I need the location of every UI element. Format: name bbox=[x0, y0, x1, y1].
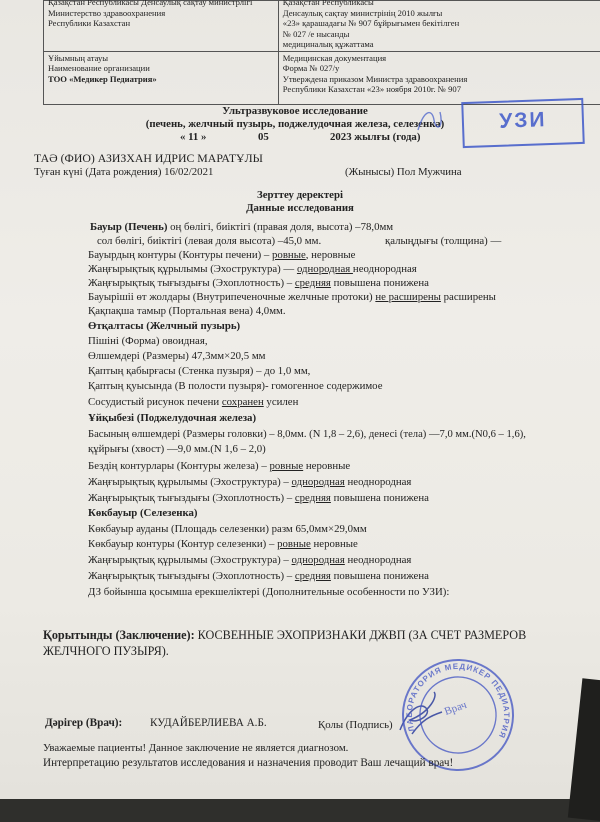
header-organization-cell bbox=[44, 51, 279, 104]
field-label: Жаңғырықтық тығыздығы (Эхоплотность) – bbox=[88, 277, 295, 289]
liver-thickness: қалыңдығы (толщина) — bbox=[385, 235, 502, 247]
liver-left-lobe: сол бөлігі, биіктігі (левая доля высота) –45,0 мм. bbox=[97, 235, 322, 247]
form-number: Форма № 027/у bbox=[282, 63, 340, 73]
field-label: Жаңғырықтық құрылымы (Эхоструктура) — bbox=[88, 263, 297, 275]
selected-option: сохранен bbox=[221, 396, 264, 408]
other-option: неровные bbox=[303, 460, 351, 472]
liver-vascular-pattern bbox=[88, 396, 298, 409]
header-line: «23» қарашадағы № 907 бұйрығымен бекітілген bbox=[282, 18, 460, 28]
pancreas-title: Ұйқыбезі (Поджелудочная железа) bbox=[88, 412, 257, 424]
field-label: Бездің контурлары (Контуры железа) – bbox=[88, 460, 270, 472]
patient-sex: (Жынысы) Пол Мужчина bbox=[345, 166, 462, 178]
gallbladder-cavity: Қаптың қуысында (В полости пузыря)- гомогенное содержимое bbox=[88, 380, 383, 392]
pancreas-echostructure bbox=[88, 476, 411, 489]
other-option: неоднородная bbox=[344, 476, 412, 488]
selected-option: однородная bbox=[291, 476, 345, 488]
pancreas-contours bbox=[88, 460, 350, 473]
doctor-name: КУДАЙБЕРЛИЕВА А.Б. bbox=[150, 717, 267, 729]
header-line: Наименование организации bbox=[48, 63, 150, 73]
gallbladder-shape: Пішіні (Форма) овоидная, bbox=[88, 335, 208, 347]
selected-option: ровные bbox=[272, 249, 306, 261]
selected-option: средняя bbox=[294, 277, 331, 289]
footer-instruction: Интерпретацию результатов исследования и назначения проводит Ваш лечащий врач! bbox=[43, 757, 454, 769]
pancreas-echodensity bbox=[88, 492, 429, 505]
conclusion-text: КОСВЕННЫЕ ЭХОПРИЗНАКИ ДЖВП (ЗА СЧЕТ РАЗМЕРОВ ЖЕЛЧНОГО ПУЗЫРЯ). bbox=[43, 628, 527, 658]
doctor-label: Дәрігер (Врач): bbox=[45, 717, 123, 729]
other-option: повышена понижена bbox=[330, 570, 429, 582]
section-title-kz: Зерттеу деректері bbox=[257, 189, 343, 201]
header-line: Ұйымның атауы bbox=[48, 52, 109, 63]
field-label: Сосудистый рисунок печени bbox=[88, 396, 222, 408]
liver-contours bbox=[88, 249, 355, 262]
patient-name: ТАӘ (ФИО) АЗИЗХАН ИДРИС МАРАТҰЛЫ bbox=[34, 151, 263, 165]
other-option: неровные bbox=[310, 538, 358, 550]
header-line: Министерство здравоохранения bbox=[48, 7, 166, 18]
selected-option: ровные bbox=[269, 460, 304, 472]
doctor-stamp-ring-text: ЛАБОРАТОРИЯ МЕДИКЕР ПЕДИАТРИЯ bbox=[404, 661, 512, 741]
other-option: неоднородная bbox=[352, 263, 417, 275]
field-label: Жаңғырықтық құрылымы (Эхоструктура) – bbox=[88, 554, 292, 566]
exam-date-day: « 11 » bbox=[180, 131, 207, 143]
header-line: Қазақстан Республикасы bbox=[282, 0, 374, 7]
header-line: Утверждена приказом Министра здравоохранения bbox=[282, 73, 468, 84]
section-title-ru: Данные исследования bbox=[246, 202, 354, 214]
header-table bbox=[43, 0, 600, 105]
header-line: Республики Казахстан bbox=[48, 18, 131, 28]
other-option: , неровные bbox=[305, 249, 356, 261]
background-edge bbox=[568, 678, 600, 821]
exam-date-month: 05 bbox=[258, 131, 269, 143]
liver-echodensity bbox=[88, 277, 429, 290]
spleen-echodensity bbox=[88, 570, 429, 583]
header-line: Қазақстан Республикасы Денсаулық сақтау министрлігі bbox=[48, 0, 253, 7]
other-option: неоднородная bbox=[344, 554, 412, 566]
field-label: Бауырдың контуры (Контуры печени) – bbox=[88, 249, 273, 261]
pancreas-head-body: Басының өлшемдері (Размеры головки) – 8,0мм. (N 1,8 – 2,6), денесі (тела) —7,0 мм.(N0,6 – 1,6), bbox=[88, 429, 526, 440]
header-line: Денсаулық сақтау министрінің 2010 жылғы bbox=[282, 7, 443, 18]
exam-date-year: 2023 жылғы (года) bbox=[330, 131, 421, 143]
selected-option: не расширены bbox=[375, 291, 441, 303]
header-line: медициналық құжаттама bbox=[282, 39, 374, 49]
signature-label: Қолы (Подпись) bbox=[318, 719, 393, 731]
field-label: Жаңғырықтық тығыздығы (Эхоплотность) – bbox=[88, 570, 295, 582]
gallbladder-size: Өлшемдері (Размеры) 47,3мм×20,5 мм bbox=[88, 350, 266, 362]
field-label: Жаңғырықтық тығыздығы (Эхоплотность) – bbox=[88, 492, 295, 504]
header-line: Медицинская документация bbox=[282, 52, 387, 63]
spleen-area: Көкбауыр ауданы (Площадь селезенки) разм 65,0мм×29,0мм bbox=[88, 523, 367, 535]
handwritten-mark-icon bbox=[410, 100, 450, 140]
conclusion-label: Қорытынды (Заключение): bbox=[43, 628, 195, 642]
additional-features: ДЗ бойынша қосымша ерекшеліктері (Дополнительные особенности по УЗИ): bbox=[88, 586, 450, 598]
organization-name: ТОО «Медикер Педиатрия» bbox=[48, 73, 157, 84]
other-option: повышена понижена bbox=[330, 492, 429, 504]
patient-birth-date: Туған күні (Дата рождения) 16/02/2021 bbox=[34, 166, 214, 178]
pancreas-tail: құйрығы (хвост) —9,0 мм.(N 1,6 – 2,0) bbox=[88, 443, 266, 455]
header-ministry-cell bbox=[44, 1, 279, 52]
gallbladder-title: Өтқалтасы (Желчный пузырь) bbox=[88, 320, 241, 332]
footer-disclaimer: Уважаемые пациенты! Данное заключение не является диагнозом. bbox=[43, 742, 349, 754]
uzi-stamp: УЗИ bbox=[461, 98, 585, 148]
header-line: Республики Казахстан «23» ноября 2010г. № 907 bbox=[282, 84, 462, 94]
header-order-cell bbox=[278, 1, 600, 52]
field-label: Жаңғырықтық құрылымы (Эхоструктура) – bbox=[88, 476, 292, 488]
doctor-stamp-center-text: Врач bbox=[442, 698, 469, 718]
field-label: Бауырішіі өт жолдары (Внутрипеченочные желчные протоки) bbox=[88, 291, 376, 303]
document-subtitle: (печень, желчный пузырь, поджелудочная железа, селезенка) bbox=[145, 118, 445, 130]
liver-right-lobe-value: оң бөлігі, биіктігі (правая доля, высота) –78,0мм bbox=[167, 221, 394, 233]
selected-option: средняя bbox=[294, 570, 331, 582]
other-option: повышена понижена bbox=[330, 277, 429, 289]
liver-right-lobe bbox=[90, 221, 393, 234]
other-option: усилен bbox=[263, 396, 299, 408]
selected-option: ровные bbox=[277, 538, 311, 550]
header-form-cell bbox=[278, 51, 600, 104]
field-label: Көкбауыр контуры (Контур селезенки) – bbox=[88, 538, 278, 550]
document-title: Ультразвуковое исследование bbox=[222, 105, 368, 117]
selected-option: однородная bbox=[296, 263, 353, 275]
header-line: № 027 /е нысанды bbox=[282, 28, 350, 39]
liver-bile-ducts bbox=[88, 291, 496, 304]
other-option: расширены bbox=[440, 291, 496, 303]
portal-vein: Қақпақша тамыр (Портальная вена) 4,0мм. bbox=[88, 305, 286, 317]
liver-title: Бауыр (Печень) bbox=[90, 221, 168, 233]
selected-option: однородная bbox=[291, 554, 345, 566]
spleen-contours bbox=[88, 538, 358, 551]
liver-echostructure bbox=[88, 263, 417, 276]
spleen-echostructure bbox=[88, 554, 411, 567]
selected-option: средняя bbox=[294, 492, 331, 504]
spleen-title: Көкбауыр (Селезенка) bbox=[88, 507, 198, 519]
gallbladder-wall: Қаптың қабырғасы (Стенка пузыря) – до 1,0 мм, bbox=[88, 365, 311, 377]
